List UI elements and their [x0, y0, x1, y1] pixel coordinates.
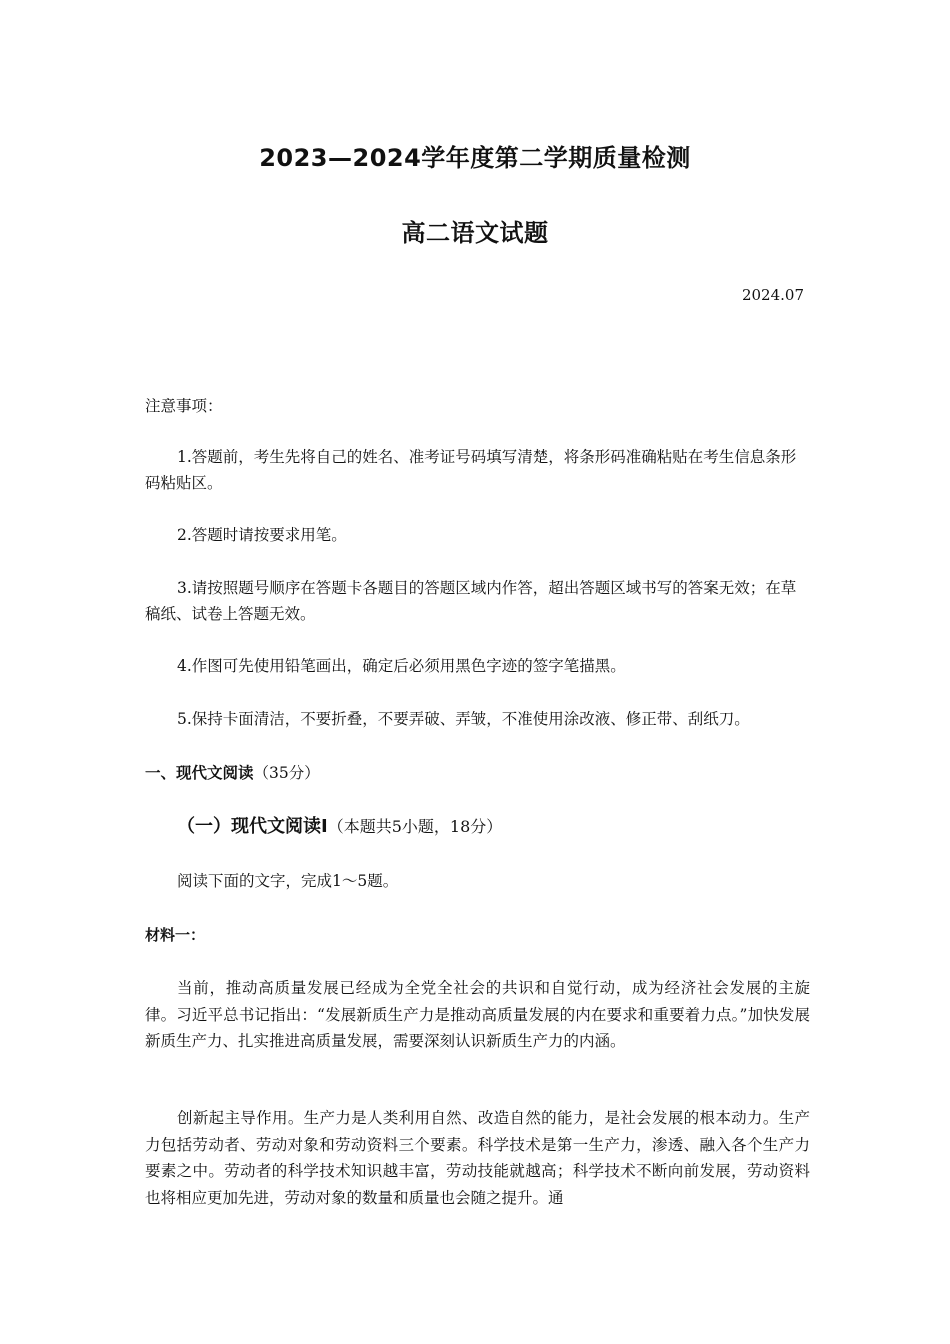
part-heading: [177, 814, 842, 840]
notice-item-4: 4.作图可先使用铅笔画出，确定后必须用黑色字迹的签字笔描黑。: [177, 657, 626, 675]
exam-subject-title: 高二语文试题: [401, 219, 549, 247]
material-label: 材料一：: [145, 926, 206, 944]
notice-item-5: 5.保持卡面清洁，不要折叠，不要弄破、弄皱，不准使用涂改液、修正带、刮纸刀。: [177, 710, 750, 728]
exam-date: 2024.07: [741, 286, 804, 304]
section-heading: [145, 760, 810, 786]
notice-heading: 注意事项：: [145, 397, 223, 415]
notice-item-1: 1.答题前，考生先将自己的姓名、准考证号码填写清楚，将条形码准确粘贴在考生信息条形码粘贴区。: [145, 448, 797, 492]
exam-main-title: 2023—2024学年度第二学期质量检测: [259, 144, 691, 172]
notice-item-3: 3.请按照题号顺序在答题卡各题目的答题区域内作答，超出答题区域书写的答案无效；在草稿纸、试卷上答题无效。: [145, 579, 797, 623]
section-title: 一、现代文阅读: [145, 764, 254, 782]
material-paragraph-1: 当前，推动高质量发展已经成为全党全社会的共识和自觉行动，成为经济社会发展的主旋律。习近平总书记指出：“发展新质生产力是推动高质量发展的内在要求和重要着力点。”加快发展新质生产力、扎实推进高质量发展，需要深刻认识新质生产力的内涵。: [145, 979, 810, 1050]
reading-instruction: 阅读下面的文字，完成1～5题。: [177, 872, 399, 890]
notice-item-2: 2.答题时请按要求用笔。: [177, 526, 347, 544]
part-note: （本题共5小题，18分）: [327, 817, 503, 836]
section-score: （35分）: [253, 764, 320, 782]
part-title: （一）现代文阅读Ⅰ: [177, 816, 328, 837]
material-paragraph-2: 创新起主导作用。生产力是人类利用自然、改造自然的能力，是社会发展的根本动力。生产力包括劳动者、劳动对象和劳动资料三个要素。科学技术是第一生产力，渗透、融入各个生产力要素之中。劳动者的科学技术知识越丰富，劳动技能就越高；科学技术不断向前发展，劳动资料也将相应更加先进，劳动对象的数量和质量也会随之提升。通: [145, 1109, 810, 1207]
